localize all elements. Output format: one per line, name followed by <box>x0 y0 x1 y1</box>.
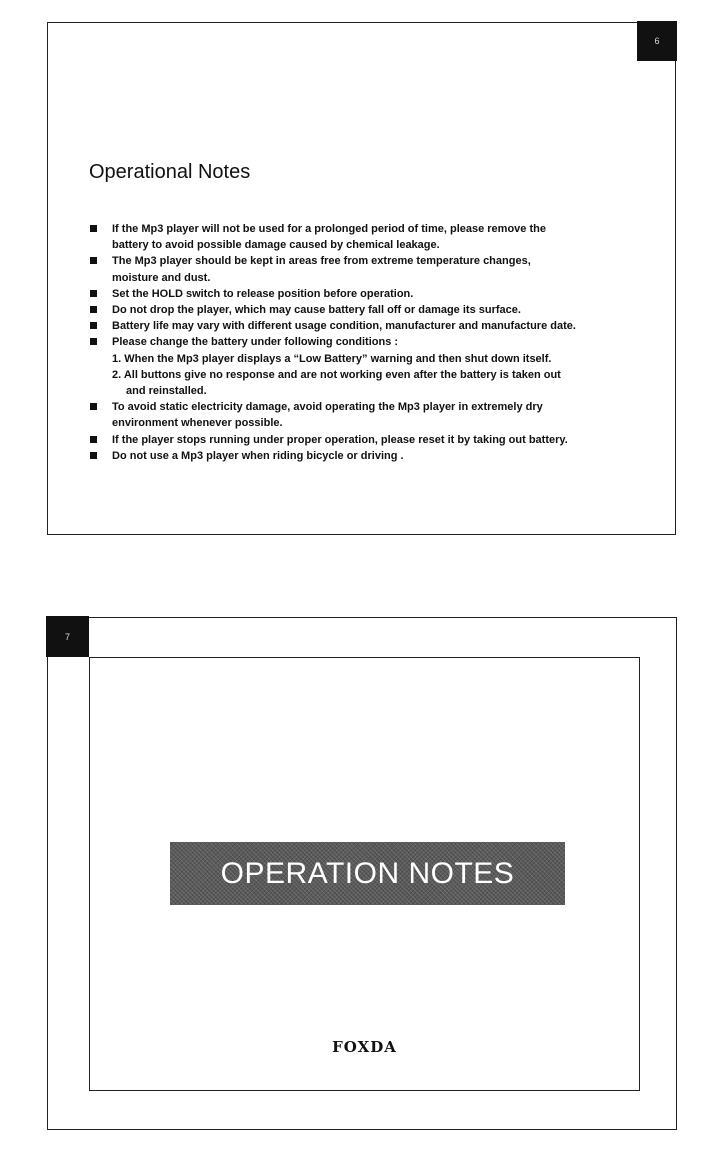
condition-line: and reinstalled. <box>126 385 207 398</box>
page-number: 6 <box>654 36 660 46</box>
brand-logo: FOXDA <box>332 1038 397 1056</box>
square-bullet-icon <box>90 322 97 329</box>
condition-line: 1. When the Mp3 player displays a “Low Battery” warning and then shut down itself. <box>112 352 552 365</box>
page-title: Operational Notes <box>89 161 251 183</box>
note-item <box>88 334 648 399</box>
section-banner <box>170 842 565 905</box>
note-line: battery to avoid possible damage caused by chemical leakage. <box>112 239 440 252</box>
note-line: To avoid static electricity damage, avoid operating the Mp3 player in extremely dry <box>112 401 543 414</box>
condition-line: 2. All buttons give no response and are not working even after the battery is taken out <box>112 368 561 381</box>
note-line: Battery life may vary with different usage condition, manufacturer and manufacture date. <box>112 320 576 333</box>
note-item <box>88 318 648 334</box>
banner-title: OPERATION NOTES <box>220 856 515 890</box>
square-bullet-icon <box>90 436 97 443</box>
note-line: Do not use a Mp3 player when riding bicycle or driving . <box>112 449 404 462</box>
square-bullet-icon <box>90 403 97 410</box>
note-line: moisture and dust. <box>112 271 211 284</box>
note-item <box>88 399 648 431</box>
note-item <box>88 221 648 253</box>
note-item <box>88 286 648 302</box>
square-bullet-icon <box>90 306 97 313</box>
note-item <box>88 432 648 448</box>
notes-list <box>88 221 648 464</box>
condition-list <box>112 351 648 400</box>
note-line: Set the HOLD switch to release position before operation. <box>112 287 414 300</box>
manual-page-7 <box>47 617 677 1130</box>
condition-item <box>112 351 648 367</box>
note-item <box>88 302 648 318</box>
note-line: If the Mp3 player will not be used for a prolonged period of time, please remove the <box>112 223 546 235</box>
square-bullet-icon <box>90 225 97 232</box>
note-line: Do not drop the player, which may cause battery fall off or damage its surface. <box>112 304 521 317</box>
page-number-badge <box>46 616 89 657</box>
note-item <box>88 253 648 285</box>
square-bullet-icon <box>90 338 97 345</box>
note-line: environment whenever possible. <box>112 417 283 430</box>
note-item <box>88 448 648 464</box>
page-number-badge <box>637 21 677 61</box>
square-bullet-icon <box>90 290 97 297</box>
cover-frame <box>89 657 640 1091</box>
square-bullet-icon <box>90 257 97 264</box>
square-bullet-icon <box>90 452 97 459</box>
page-number: 7 <box>64 631 70 642</box>
note-line: If the player stops running under proper operation, please reset it by taking out battery. <box>112 433 568 446</box>
condition-item <box>112 367 648 399</box>
note-line: The Mp3 player should be kept in areas free from extreme temperature changes, <box>112 255 531 268</box>
note-line: Please change the battery under following conditions : <box>112 336 399 349</box>
manual-page-6 <box>47 22 676 535</box>
